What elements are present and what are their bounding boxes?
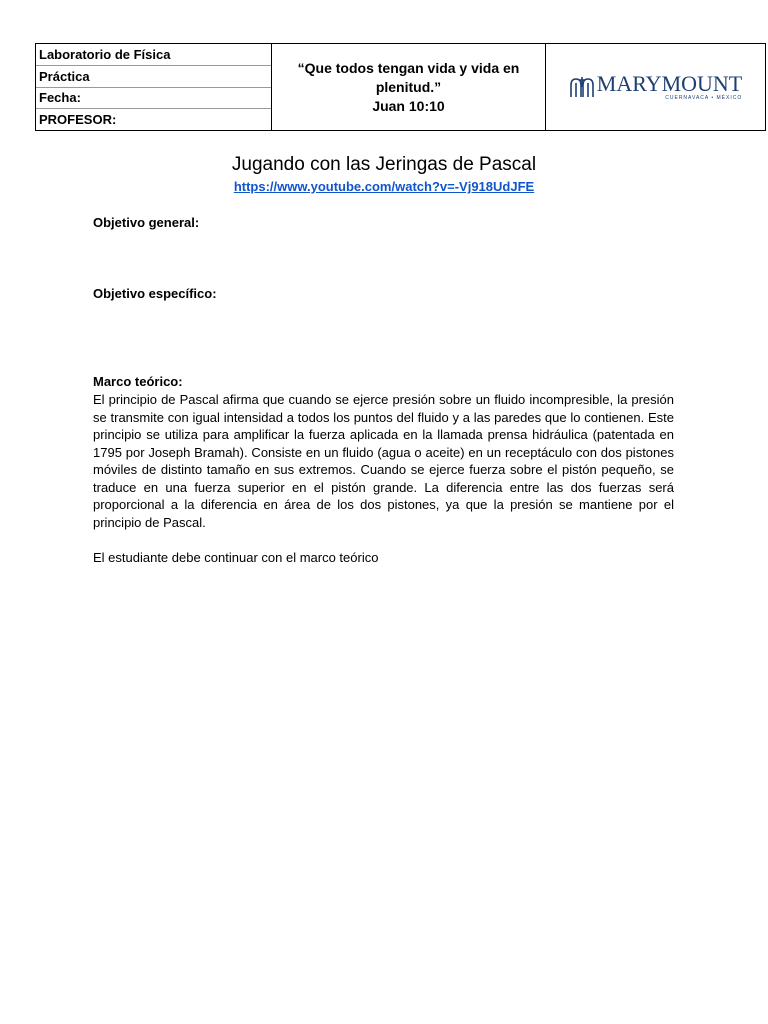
marymount-arches-icon <box>569 75 595 99</box>
marco-teorico-paragraph: El principio de Pascal afirma que cuando se ejerce presión sobre un fluido incompresible, la presión se transmite con igual intensidad a todos los puntos del fluido y a las paredes que lo contienen. Este principio se utiliza para amplificar la fuerza aplicada en la llamada prensa hidráulica (patentada en 1795 por Joseph Bramah). Consiste en un fluido (agua o aceite) en un receptáculo con dos pistones móviles de distinto tamaño en sus extremos. Cuando se ejerce fuerza sobre el pistón pequeño, se traduce en una fuerza superior en el pistón grande. La diferencia entre las dos fuerzas será proporcional a la diferencia en área de los dos pistones, ya que la presión se mantiene por el principio de Pascal. <box>93 392 674 530</box>
video-link[interactable]: https://www.youtube.com/watch?v=-Vj918UdJFE <box>233 179 535 194</box>
header-lab-name: Laboratorio de Física <box>36 44 271 66</box>
marco-teorico-label: Marco teórico: <box>93 374 183 389</box>
header-fecha: Fecha: <box>36 88 271 110</box>
logo-wordmark: MARYMOUNT <box>596 70 743 96</box>
objetivo-especifico-label: Objetivo específico: <box>93 286 217 301</box>
header-profesor: PROFESOR: <box>39 112 117 128</box>
page-title: Jugando con las Jeringas de Pascal <box>231 154 537 175</box>
header-logo-cell <box>546 44 765 130</box>
logo-subtitle: CUERNAVACA • MÉXICO <box>665 94 743 101</box>
quote-reference: Juan 10:10 <box>372 97 445 114</box>
header-table <box>35 43 766 131</box>
header-info-column <box>36 44 272 130</box>
closing-note: El estudiante debe continuar con el marco teórico <box>93 550 379 565</box>
quote-text: “Que todos tengan vida y vida en plenitud.” <box>297 59 520 95</box>
marymount-logo <box>569 70 743 102</box>
header-quote <box>272 44 546 130</box>
header-practica: Práctica <box>36 66 271 88</box>
objetivo-general-label: Objetivo general: <box>93 215 200 230</box>
